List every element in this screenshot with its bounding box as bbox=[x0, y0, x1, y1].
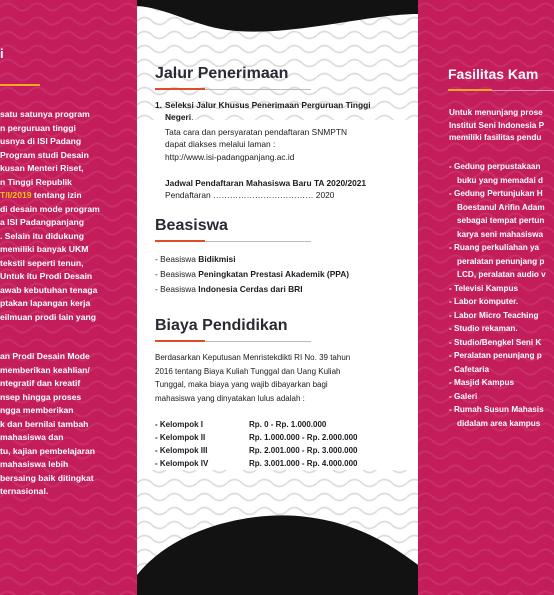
left-paragraph-1 bbox=[0, 108, 137, 324]
left-text-line: n Tinggi Republik bbox=[0, 176, 72, 187]
highlight-text: T/I/2019 bbox=[0, 190, 32, 200]
left-text-line: Program studi Desain bbox=[0, 149, 89, 160]
fasilitas-intro-line: Untuk menunjang prose bbox=[449, 108, 543, 117]
fasilitas-item: sebagai tempat pertun bbox=[457, 216, 545, 225]
left-text-line: n perguruan tinggi bbox=[0, 122, 76, 133]
fasilitas-title-rule bbox=[448, 89, 492, 91]
left-text-line: memberikan keahlian/ bbox=[0, 364, 90, 375]
left-text-line: ternasional. bbox=[0, 486, 49, 496]
fasilitas-item: - Cafetaria bbox=[449, 364, 490, 374]
left-text-line: Untuk itu Prodi Desain bbox=[0, 271, 93, 281]
fasilitas-title-rule-thin bbox=[492, 90, 554, 91]
left-paragraph-2 bbox=[0, 350, 137, 499]
jalur-title-rule bbox=[155, 88, 205, 90]
biaya-desc-line: Tunggal, maka biaya yang wajib dibayarkan bagi bbox=[155, 380, 328, 389]
fee-group: - Kelompok IV bbox=[155, 459, 209, 468]
jadwal-line: Pendaftaran ……………………………… 2020 bbox=[165, 190, 335, 200]
fee-range: Rp. 1.000.000 - Rp. 2.000.000 bbox=[249, 433, 358, 442]
left-text-line: an Prodi Desain Mode bbox=[0, 351, 90, 361]
beasiswa-title: Beasiswa bbox=[155, 217, 228, 234]
fee-group: - Kelompok I bbox=[155, 420, 204, 429]
beasiswa-item: - Beasiswa Indonesia Cerdas dari BRI bbox=[155, 284, 303, 294]
left-text-line: kusan Menteri Riset, bbox=[0, 163, 84, 173]
biaya-title-rule bbox=[155, 340, 205, 342]
left-text-line: eilmuan prodi lain yang bbox=[0, 311, 96, 322]
beasiswa-item-name: Peningkatan Prestasi Akademik (PPA) bbox=[198, 269, 350, 279]
top-dark-wave bbox=[137, 0, 418, 40]
jalur-item-title-2: Negeri. bbox=[165, 112, 194, 122]
fasilitas-item: - Masjid Kampus bbox=[449, 378, 515, 387]
left-text-line: awab kebutuhan tenaga bbox=[0, 284, 98, 295]
fasilitas-title: Fasilitas Kam bbox=[448, 66, 539, 82]
fasilitas-item: - Rumah Susun Mahasis bbox=[449, 405, 544, 414]
left-text-line: tekstil seperti tenun, bbox=[0, 257, 84, 268]
left-text-line: memiliki banyak UKM bbox=[0, 244, 89, 254]
biaya-desc-line: Berdasarkan Keputusan Menristekdikti RI No. 39 tahun bbox=[155, 353, 351, 362]
fasilitas-item: - Labor Micro Teaching bbox=[449, 310, 539, 320]
left-text-line: satu satunya program bbox=[0, 109, 90, 119]
fasilitas-item: Boestanul Arifin Adam bbox=[457, 202, 545, 212]
fasilitas-item: - Labor komputer. bbox=[449, 297, 519, 306]
left-text-line: T/I/2019 tentang izin bbox=[0, 190, 82, 200]
left-text-line: mahasiswa dan bbox=[0, 432, 64, 442]
left-text-line: a ISI Padangpanjang bbox=[0, 217, 85, 227]
bottom-dark-wave bbox=[137, 505, 418, 595]
left-panel bbox=[0, 0, 137, 595]
left-text-line: usnya di ISI Padang bbox=[0, 136, 82, 146]
left-text-line: tu, kajian pembelajaran bbox=[0, 445, 96, 456]
fasilitas-item: didalam area kampus bbox=[457, 418, 541, 428]
fasilitas-item: - Televisi Kampus bbox=[449, 283, 519, 293]
fasilitas-item: - Gedung perpustakaan bbox=[449, 162, 541, 171]
fee-range: Rp. 3.001.000 - Rp. 4.000.000 bbox=[249, 459, 358, 468]
jalur-line-1: Tata cara dan persyaratan pendaftaran SNMPTN bbox=[165, 127, 348, 137]
middle-panel bbox=[137, 0, 418, 595]
biaya-title: Biaya Pendidikan bbox=[155, 317, 288, 334]
fasilitas-item: - Gedung Pertunjukan H bbox=[449, 189, 543, 198]
fee-group: - Kelompok II bbox=[155, 433, 206, 442]
left-text-line: di desain mode program bbox=[0, 203, 100, 214]
left-text-line: ntegratif dan kreatif bbox=[0, 378, 81, 388]
jadwal-title: Jadwal Pendaftaran Mahasiswa Baru TA 2020/2021 bbox=[165, 178, 367, 188]
biaya-desc-line: 2016 tentang Biaya Kuliah Tunggal dan Uang Kuliah bbox=[155, 366, 341, 376]
fee-group: - Kelompok III bbox=[155, 446, 208, 455]
left-text-line: bersaing baik ditingkat bbox=[0, 472, 94, 483]
left-text-line: nsep hingga proses bbox=[0, 391, 82, 402]
jalur-item-number: 1. bbox=[155, 100, 162, 110]
jalur-item-title: Seleksi Jalur Khusus Penerimaan Perguruan Tinggi bbox=[165, 100, 371, 110]
fasilitas-intro bbox=[449, 107, 544, 145]
fasilitas-item: - Ruang perkuliahan ya bbox=[449, 243, 540, 252]
fee-range: Rp. 2.001.000 - Rp. 3.000.000 bbox=[249, 446, 358, 455]
jalur-line-2: dapat diakses melalui laman : bbox=[165, 139, 276, 149]
biaya-desc-line: mahasiswa yang dinyatakan lulus adalah : bbox=[155, 393, 305, 403]
right-panel bbox=[418, 0, 554, 595]
fasilitas-item: karya seni mahasiswa bbox=[457, 229, 544, 239]
fasilitas-item: LCD, peralatan audio v bbox=[457, 270, 546, 279]
beasiswa-item-name: Indonesia Cerdas dari BRI bbox=[198, 284, 303, 294]
beasiswa-item: - Beasiswa Peningkatan Prestasi Akademik (PPA) bbox=[155, 269, 350, 279]
left-text-line: k dan bernilai tambah bbox=[0, 418, 89, 429]
left-text-line: ptakan lapangan kerja bbox=[0, 298, 91, 308]
left-text-line: ngga memberikan bbox=[0, 405, 74, 415]
fasilitas-item: - Studio rekaman. bbox=[449, 324, 518, 333]
left-heading-rule bbox=[0, 84, 40, 86]
fasilitas-item: peralatan penunjang p bbox=[457, 256, 545, 266]
fasilitas-item: - Peralatan penunjang p bbox=[449, 351, 542, 360]
fee-range: Rp. 0 - Rp. 1.000.000 bbox=[249, 420, 327, 429]
jalur-url-link[interactable]: http://www.isi-padangpanjang.ac.id bbox=[165, 152, 295, 162]
beasiswa-item: - Beasiswa Bidikmisi bbox=[155, 254, 236, 264]
fasilitas-list bbox=[449, 160, 546, 430]
fasilitas-intro-line: Institut Seni Indonesia P bbox=[449, 120, 545, 130]
left-text-line: . Selain itu didukung bbox=[0, 230, 85, 241]
fasilitas-item: - Studio/Bengkel Seni K bbox=[449, 337, 542, 347]
fasilitas-item: - Galeri bbox=[449, 391, 478, 401]
fasilitas-item: buku yang memadai d bbox=[457, 175, 543, 185]
fasilitas-intro-line: memiliki fasilitas pendu bbox=[449, 133, 542, 142]
beasiswa-title-rule bbox=[155, 240, 205, 242]
beasiswa-item-name: Bidikmisi bbox=[198, 254, 236, 264]
left-text-line: mahasiswa lebih bbox=[0, 459, 69, 469]
left-heading-fragment: i bbox=[0, 46, 4, 61]
jalur-title: Jalur Penerimaan bbox=[155, 65, 289, 82]
